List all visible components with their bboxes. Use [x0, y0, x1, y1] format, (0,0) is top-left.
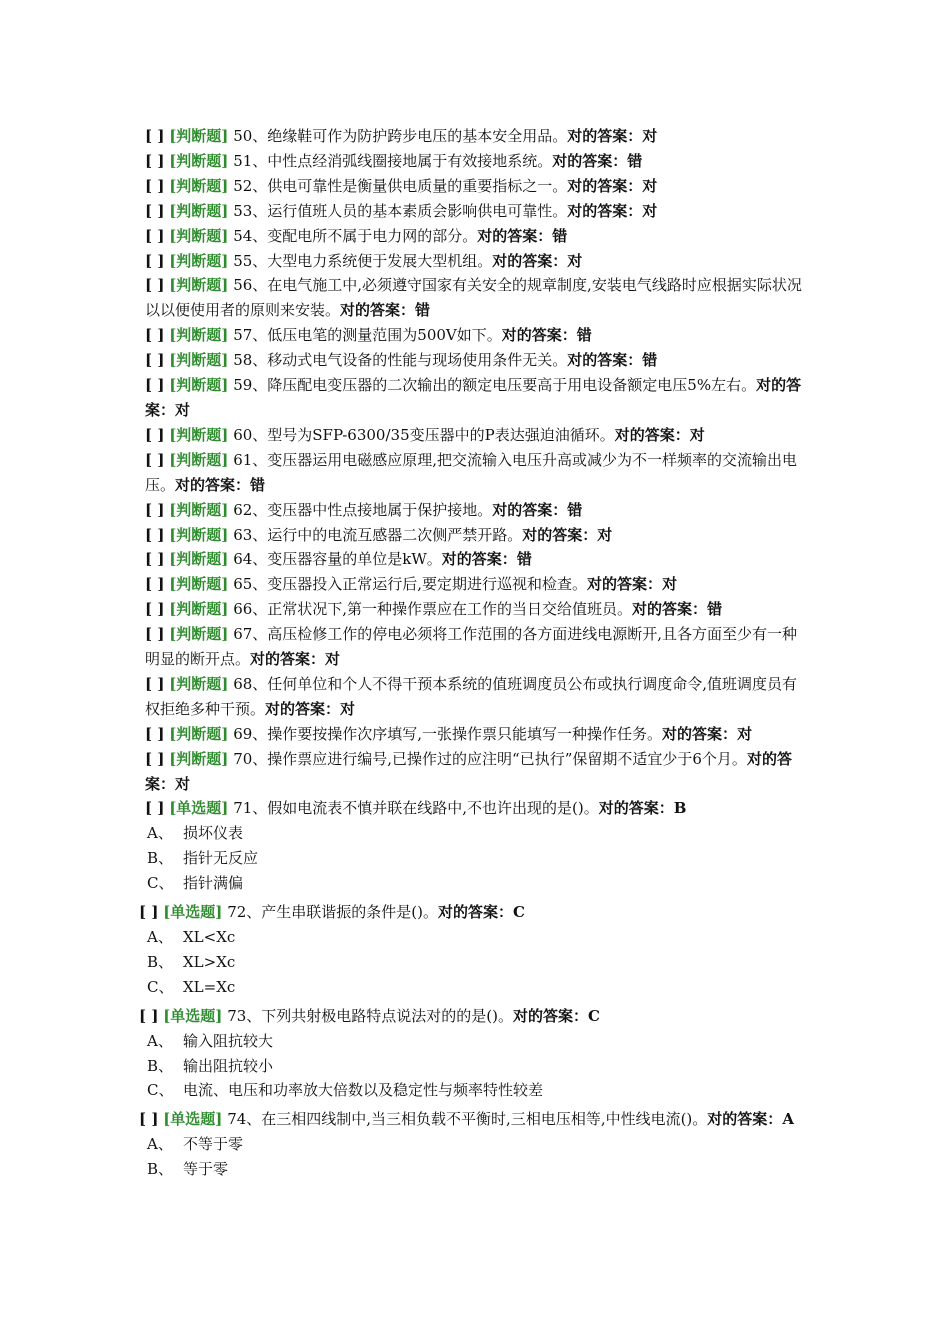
answer-value: C	[588, 1006, 600, 1025]
question-item	[139, 900, 810, 925]
answer-label: 对的答案：	[145, 376, 802, 419]
question-text: 69、操作要按操作次序填写,一张操作票只能填写一种操作任务。	[233, 724, 663, 743]
answer-value: 错	[516, 550, 532, 569]
answer-label: 对的答案：	[441, 550, 517, 569]
answer-checkbox[interactable]: [ ]	[145, 550, 165, 569]
question-text: 54、变配电所不属于电力网的部分。	[233, 226, 478, 245]
answer-checkbox[interactable]: [ ]	[145, 500, 165, 519]
answer-value: 错	[627, 151, 643, 170]
answer-value: 错	[576, 326, 592, 345]
option-text: 电流、电压和功率放大倍数以及稳定性与频率特性较差	[183, 1081, 544, 1100]
answer-value: 对	[597, 525, 613, 544]
answer-option[interactable]	[145, 950, 810, 975]
option-letter: C、	[147, 874, 174, 893]
answer-value: 对	[340, 699, 356, 718]
answer-label: 对的答案：	[567, 351, 643, 370]
answer-checkbox[interactable]: [ ]	[145, 351, 165, 370]
option-text: 输出阻抗较小	[183, 1056, 274, 1075]
question-item	[145, 149, 810, 174]
answer-checkbox[interactable]: [ ]	[145, 450, 165, 469]
answer-option[interactable]	[145, 1078, 810, 1103]
question-item	[145, 672, 810, 722]
answer-label: 对的答案：	[340, 301, 416, 320]
question-text: 63、运行中的电流互感器二次侧严禁开路。	[233, 525, 523, 544]
question-item	[145, 323, 810, 348]
answer-checkbox[interactable]: [ ]	[145, 525, 165, 544]
question-type-tag: [判断题]	[169, 127, 229, 145]
question-text: 61、变压器运用电磁感应原理,把交流输入电压升高或减少为不一样频率的交流输出电压。	[145, 450, 798, 494]
option-text: 等于零	[183, 1160, 229, 1179]
question-type-tag: [单选题]	[163, 1006, 223, 1025]
answer-checkbox[interactable]: [ ]	[139, 1110, 159, 1129]
question-item	[145, 224, 810, 249]
answer-checkbox[interactable]: [ ]	[145, 127, 165, 145]
question-item	[145, 174, 810, 199]
question-type-tag: [判断题]	[169, 326, 229, 345]
option-text: XL=Xc	[183, 977, 236, 996]
answer-value: 错	[707, 600, 723, 619]
option-letter: C、	[147, 977, 174, 996]
question-item	[145, 348, 810, 373]
question-text: 66、正常状况下,第一种操作票应在工作的当日交给值班员。	[233, 600, 633, 619]
answer-value: 对	[325, 650, 341, 669]
answer-checkbox[interactable]: [ ]	[145, 376, 165, 395]
question-type-tag: [判断题]	[169, 276, 229, 295]
answer-label: 对的答案：	[567, 201, 643, 220]
option-letter: B、	[147, 1056, 174, 1075]
question-text: 74、在三相四线制中,当三相负载不平衡时,三相电压相等,中性线电流()。	[227, 1110, 708, 1129]
answer-value: A	[782, 1110, 794, 1129]
question-type-tag: [单选题]	[163, 1110, 223, 1129]
answer-checkbox[interactable]: [ ]	[145, 674, 165, 693]
question-type-tag: [判断题]	[169, 376, 229, 395]
answer-option[interactable]	[145, 1157, 810, 1182]
question-item	[145, 622, 810, 672]
question-text: 68、任何单位和个人不得干预本系统的值班调度员公布或执行调度命令,值班调度员有权拒绝多种干预。	[145, 674, 798, 718]
question-item	[145, 547, 810, 572]
question-text: 55、大型电力系统便于发展大型机组。	[233, 251, 493, 270]
question-type-tag: [判断题]	[169, 674, 229, 693]
answer-checkbox[interactable]: [ ]	[139, 903, 159, 922]
answer-value: 对	[662, 575, 678, 594]
answer-value: 对	[175, 400, 191, 419]
option-letter: A、	[147, 824, 173, 843]
option-text: XL<Xc	[183, 928, 236, 946]
question-item	[145, 448, 810, 498]
answer-label: 对的答案：	[492, 500, 568, 519]
answer-option[interactable]	[145, 975, 810, 1000]
answer-option[interactable]	[145, 871, 810, 896]
question-text: 52、供电可靠性是衡量供电质量的重要指标之一。	[233, 176, 568, 195]
answer-value: 对	[689, 425, 705, 444]
answer-label: 对的答案：	[614, 425, 690, 444]
question-type-tag: [判断题]	[169, 625, 229, 644]
question-item	[145, 249, 810, 274]
answer-label: 对的答案：	[492, 251, 568, 270]
option-letter: A、	[147, 1031, 173, 1050]
option-letter: A、	[147, 1135, 173, 1154]
question-text: 56、在电气施工中,必须遵守国家有关安全的规章制度,安装电气线路时应根据实际状况以以便使用者的原则来安装。	[145, 276, 802, 320]
question-text: 59、降压配电变压器的二次输出的额定电压要高于用电设备额定电压5%左右。	[233, 376, 757, 395]
question-type-tag: [判断题]	[169, 575, 229, 594]
question-text: 64、变压器容量的单位是kW。	[233, 550, 442, 569]
question-type-tag: [单选题]	[163, 903, 223, 922]
option-text: 指针无反应	[183, 849, 259, 868]
question-item	[139, 1107, 810, 1132]
question-text: 70、操作票应进行编号,已操作过的应注明“已执行”保留期不适宜少于6个月。	[233, 749, 747, 768]
question-type-tag: [判断题]	[169, 500, 229, 519]
option-text: 不等于零	[183, 1135, 244, 1154]
answer-value: 对	[642, 127, 658, 145]
question-item	[145, 498, 810, 523]
answer-value: 错	[250, 475, 266, 494]
answer-checkbox[interactable]: [ ]	[145, 326, 165, 345]
answer-value: 错	[642, 351, 658, 370]
answer-value: 对	[642, 201, 658, 220]
question-type-tag: [判断题]	[169, 351, 229, 370]
answer-label: 对的答案：	[501, 326, 577, 345]
question-type-tag: [判断题]	[169, 176, 229, 195]
answer-label: 对的答案：	[477, 226, 553, 245]
question-item	[145, 572, 810, 597]
answer-label: 对的答案：	[145, 749, 792, 793]
question-list	[139, 124, 810, 1182]
option-text: XL>Xc	[183, 952, 236, 971]
answer-label: 对的答案：	[552, 151, 628, 170]
answer-checkbox[interactable]: [ ]	[145, 425, 165, 444]
question-text: 58、移动式电气设备的性能与现场使用条件无关。	[233, 351, 568, 370]
question-item	[139, 1004, 810, 1029]
answer-value: C	[513, 903, 525, 922]
option-letter: B、	[147, 849, 174, 868]
question-text: 73、下列共射极电路特点说法对的的是()。	[227, 1006, 513, 1025]
answer-checkbox[interactable]: [ ]	[145, 724, 165, 743]
answer-option[interactable]	[145, 1132, 810, 1157]
answer-label: 对的答案：	[632, 600, 708, 619]
answer-value: 错	[415, 301, 431, 320]
question-item	[145, 747, 810, 797]
answer-checkbox[interactable]: [ ]	[145, 251, 165, 270]
question-item	[145, 273, 810, 323]
answer-checkbox[interactable]: [ ]	[145, 600, 165, 619]
answer-label: 对的答案：	[265, 699, 341, 718]
question-type-tag: [判断题]	[169, 525, 229, 544]
question-type-tag: [判断题]	[169, 550, 229, 569]
question-text: 72、产生串联谐振的条件是()。	[227, 903, 438, 922]
answer-value: 对	[175, 774, 191, 793]
answer-checkbox[interactable]: [ ]	[145, 575, 165, 594]
option-text: 指针满偏	[183, 874, 244, 893]
question-text: 53、运行值班人员的基本素质会影响供电可靠性。	[233, 201, 568, 220]
answer-checkbox[interactable]: [ ]	[145, 151, 165, 170]
answer-value: B	[673, 799, 687, 818]
question-type-tag: [判断题]	[169, 749, 229, 768]
option-text: 损坏仪表	[183, 824, 244, 843]
answer-checkbox[interactable]: [ ]	[145, 176, 165, 195]
question-text: 65、变压器投入正常运行后,要定期进行巡视和检查。	[233, 575, 588, 594]
answer-option[interactable]	[145, 1029, 810, 1054]
answer-label: 对的答案：	[598, 799, 674, 818]
option-letter: B、	[147, 1160, 174, 1179]
answer-label: 对的答案：	[567, 176, 643, 195]
question-text: 60、型号为SFP-6300/35变压器中的P表达强迫油循环。	[233, 425, 615, 444]
answer-checkbox[interactable]: [ ]	[145, 625, 165, 644]
question-type-tag: [判断题]	[169, 151, 229, 170]
answer-value: 对	[567, 251, 583, 270]
answer-label: 对的答案：	[587, 575, 663, 594]
question-type-tag: [判断题]	[169, 226, 229, 245]
question-text: 50、绝缘鞋可作为防护跨步电压的基本安全用品。	[233, 127, 568, 145]
question-type-tag: [判断题]	[169, 450, 229, 469]
answer-checkbox[interactable]: [ ]	[145, 201, 165, 220]
answer-checkbox[interactable]: [ ]	[145, 749, 165, 768]
answer-option[interactable]	[145, 821, 810, 846]
question-text: 62、变压器中性点接地属于保护接地。	[233, 500, 493, 519]
answer-label: 对的答案：	[662, 724, 738, 743]
answer-value: 错	[567, 500, 583, 519]
answer-label: 对的答案：	[707, 1110, 783, 1129]
question-item	[145, 796, 810, 821]
answer-checkbox[interactable]: [ ]	[145, 226, 165, 245]
answer-option[interactable]	[145, 925, 810, 950]
answer-option[interactable]	[145, 1054, 810, 1079]
answer-value: 对	[642, 176, 658, 195]
option-text: 输入阻抗较大	[183, 1031, 274, 1050]
question-type-tag: [判断题]	[169, 425, 229, 444]
question-type-tag: [判断题]	[169, 600, 229, 619]
question-item	[145, 722, 810, 747]
question-item	[145, 423, 810, 448]
answer-value: 对	[737, 724, 753, 743]
answer-checkbox[interactable]: [ ]	[139, 1006, 159, 1025]
question-text: 71、假如电流表不慎并联在线路中,不也许出现的是()。	[233, 799, 599, 818]
question-text: 51、中性点经消弧线圈接地属于有效接地系统。	[233, 151, 553, 170]
answer-label: 对的答案：	[567, 127, 643, 145]
question-item	[145, 373, 810, 423]
question-item	[145, 199, 810, 224]
question-type-tag: [判断题]	[169, 251, 229, 270]
question-type-tag: [判断题]	[169, 201, 229, 220]
question-type-tag: [单选题]	[169, 799, 229, 818]
answer-option[interactable]	[145, 846, 810, 871]
answer-label: 对的答案：	[250, 650, 326, 669]
answer-label: 对的答案：	[522, 525, 598, 544]
question-text: 67、高压检修工作的停电必须将工作范围的各方面进线电源断开,且各方面至少有一种明显的断开点。	[145, 625, 798, 669]
question-item	[145, 597, 810, 622]
option-letter: B、	[147, 952, 174, 971]
answer-label: 对的答案：	[437, 903, 513, 922]
answer-checkbox[interactable]: [ ]	[145, 799, 165, 818]
question-item	[145, 523, 810, 548]
answer-label: 对的答案：	[175, 475, 251, 494]
answer-checkbox[interactable]: [ ]	[145, 276, 165, 295]
question-item	[145, 124, 810, 149]
option-letter: A、	[147, 928, 173, 946]
question-text: 57、低压电笔的测量范围为500V如下。	[233, 326, 502, 345]
answer-label: 对的答案：	[512, 1006, 588, 1025]
answer-value: 错	[552, 226, 568, 245]
option-letter: C、	[147, 1081, 174, 1100]
question-type-tag: [判断题]	[169, 724, 229, 743]
